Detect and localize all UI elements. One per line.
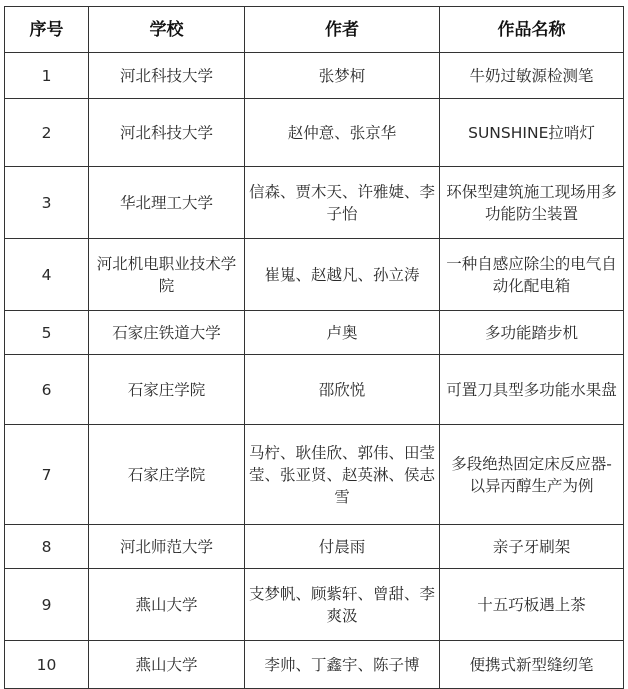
cell-index: 5 <box>5 311 89 355</box>
cell-author: 李帅、丁鑫宇、陈子博 <box>245 641 440 689</box>
cell-index: 9 <box>5 569 89 641</box>
cell-school: 石家庄学院 <box>89 425 245 525</box>
awards-table <box>4 6 624 689</box>
header-school: 学校 <box>89 7 245 53</box>
cell-school: 河北科技大学 <box>89 99 245 167</box>
cell-author: 信森、贾木天、许雅婕、李子怡 <box>245 167 440 239</box>
cell-school: 石家庄铁道大学 <box>89 311 245 355</box>
cell-index: 7 <box>5 425 89 525</box>
cell-school: 河北师范大学 <box>89 525 245 569</box>
cell-index: 2 <box>5 99 89 167</box>
cell-work: 十五巧板遇上茶 <box>440 569 624 641</box>
cell-index: 1 <box>5 53 89 99</box>
header-author: 作者 <box>245 7 440 53</box>
cell-index: 10 <box>5 641 89 689</box>
cell-author: 卢奥 <box>245 311 440 355</box>
cell-author: 马柠、耿佳欣、郭伟、田莹莹、张亚贤、赵英淋、侯志雪 <box>245 425 440 525</box>
cell-school: 华北理工大学 <box>89 167 245 239</box>
cell-work: SUNSHINE拉哨灯 <box>440 99 624 167</box>
cell-work: 多功能踏步机 <box>440 311 624 355</box>
cell-author: 邵欣悦 <box>245 355 440 425</box>
cell-work: 一种自感应除尘的电气自动化配电箱 <box>440 239 624 311</box>
table-row <box>5 569 624 641</box>
cell-work: 亲子牙刷架 <box>440 525 624 569</box>
cell-school: 燕山大学 <box>89 641 245 689</box>
header-row <box>5 7 624 53</box>
table-row <box>5 641 624 689</box>
table-row <box>5 99 624 167</box>
cell-index: 3 <box>5 167 89 239</box>
cell-school: 河北机电职业技术学院 <box>89 239 245 311</box>
cell-work: 牛奶过敏源检测笔 <box>440 53 624 99</box>
table-row <box>5 167 624 239</box>
cell-author: 赵仲意、张京华 <box>245 99 440 167</box>
header-work: 作品名称 <box>440 7 624 53</box>
table-row <box>5 425 624 525</box>
table-row <box>5 525 624 569</box>
header-index: 序号 <box>5 7 89 53</box>
cell-author: 崔嵬、赵越凡、孙立涛 <box>245 239 440 311</box>
cell-work: 环保型建筑施工现场用多功能防尘装置 <box>440 167 624 239</box>
cell-index: 8 <box>5 525 89 569</box>
cell-author: 张梦柯 <box>245 53 440 99</box>
cell-author: 支梦帆、顾紫轩、曾甜、李爽汲 <box>245 569 440 641</box>
cell-work: 便携式新型缝纫笔 <box>440 641 624 689</box>
cell-work: 可置刀具型多功能水果盘 <box>440 355 624 425</box>
cell-school: 河北科技大学 <box>89 53 245 99</box>
cell-index: 6 <box>5 355 89 425</box>
cell-index: 4 <box>5 239 89 311</box>
table-row <box>5 355 624 425</box>
cell-work: 多段绝热固定床反应器-以异丙醇生产为例 <box>440 425 624 525</box>
cell-school: 石家庄学院 <box>89 355 245 425</box>
table-row <box>5 311 624 355</box>
cell-school: 燕山大学 <box>89 569 245 641</box>
cell-author: 付晨雨 <box>245 525 440 569</box>
table-row <box>5 239 624 311</box>
table-row <box>5 53 624 99</box>
